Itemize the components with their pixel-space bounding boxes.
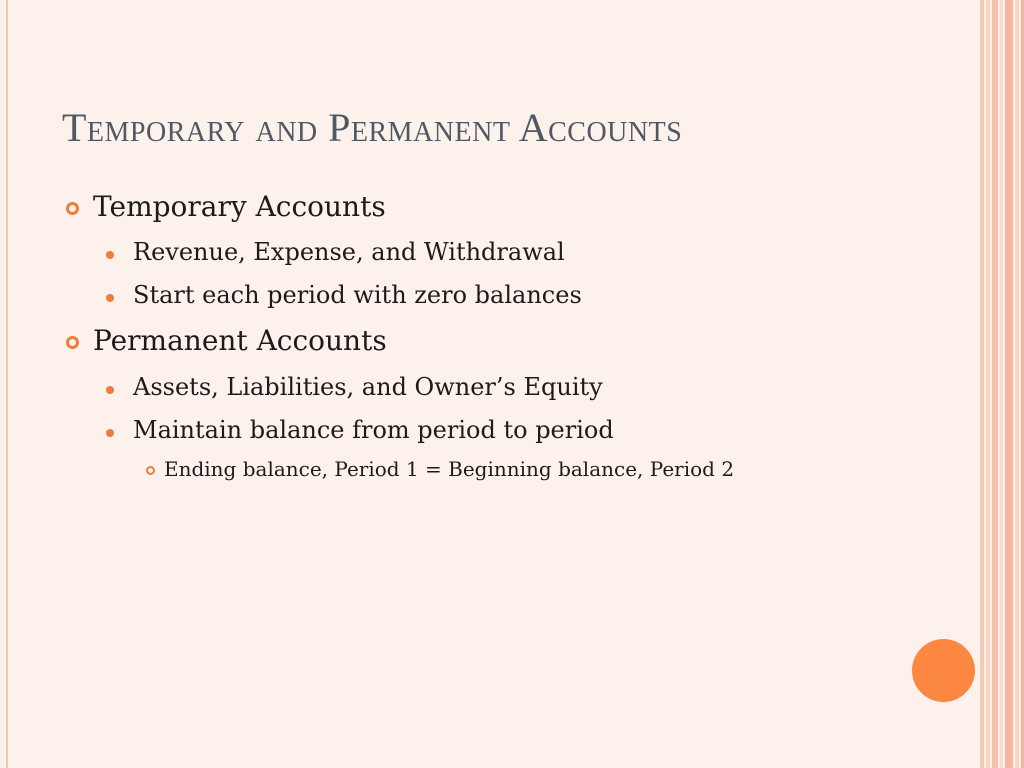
ring-bullet-icon xyxy=(66,202,79,215)
decorative-circle xyxy=(912,639,975,702)
left-border xyxy=(0,0,8,768)
ring-bullet-icon xyxy=(146,466,155,475)
decorative-stripe xyxy=(1015,0,1019,768)
slide-title: Temporary and Permanent Accounts xyxy=(62,105,683,150)
decorative-stripe xyxy=(986,0,990,768)
dot-bullet-icon xyxy=(106,294,114,302)
sub-bullet-item: Assets, Liabilities, and Owner’s Equity xyxy=(133,373,603,401)
ring-bullet-icon xyxy=(66,336,79,349)
decorative-stripe xyxy=(980,0,984,768)
dot-bullet-icon xyxy=(106,429,114,437)
decorative-stripe xyxy=(1005,0,1013,768)
bullet-item: Temporary Accounts xyxy=(93,190,386,223)
sub-bullet-item: Start each period with zero balances xyxy=(133,281,582,309)
decorative-stripe xyxy=(1000,0,1003,768)
sub-bullet-item: Maintain balance from period to period xyxy=(133,416,614,444)
dot-bullet-icon xyxy=(106,251,114,259)
sub-sub-bullet-item: Ending balance, Period 1 = Beginning balance, Period 2 xyxy=(164,457,735,481)
bullet-item: Permanent Accounts xyxy=(93,324,387,357)
sub-bullet-item: Revenue, Expense, and Withdrawal xyxy=(133,238,565,266)
decorative-stripe xyxy=(992,0,998,768)
dot-bullet-icon xyxy=(106,386,114,394)
